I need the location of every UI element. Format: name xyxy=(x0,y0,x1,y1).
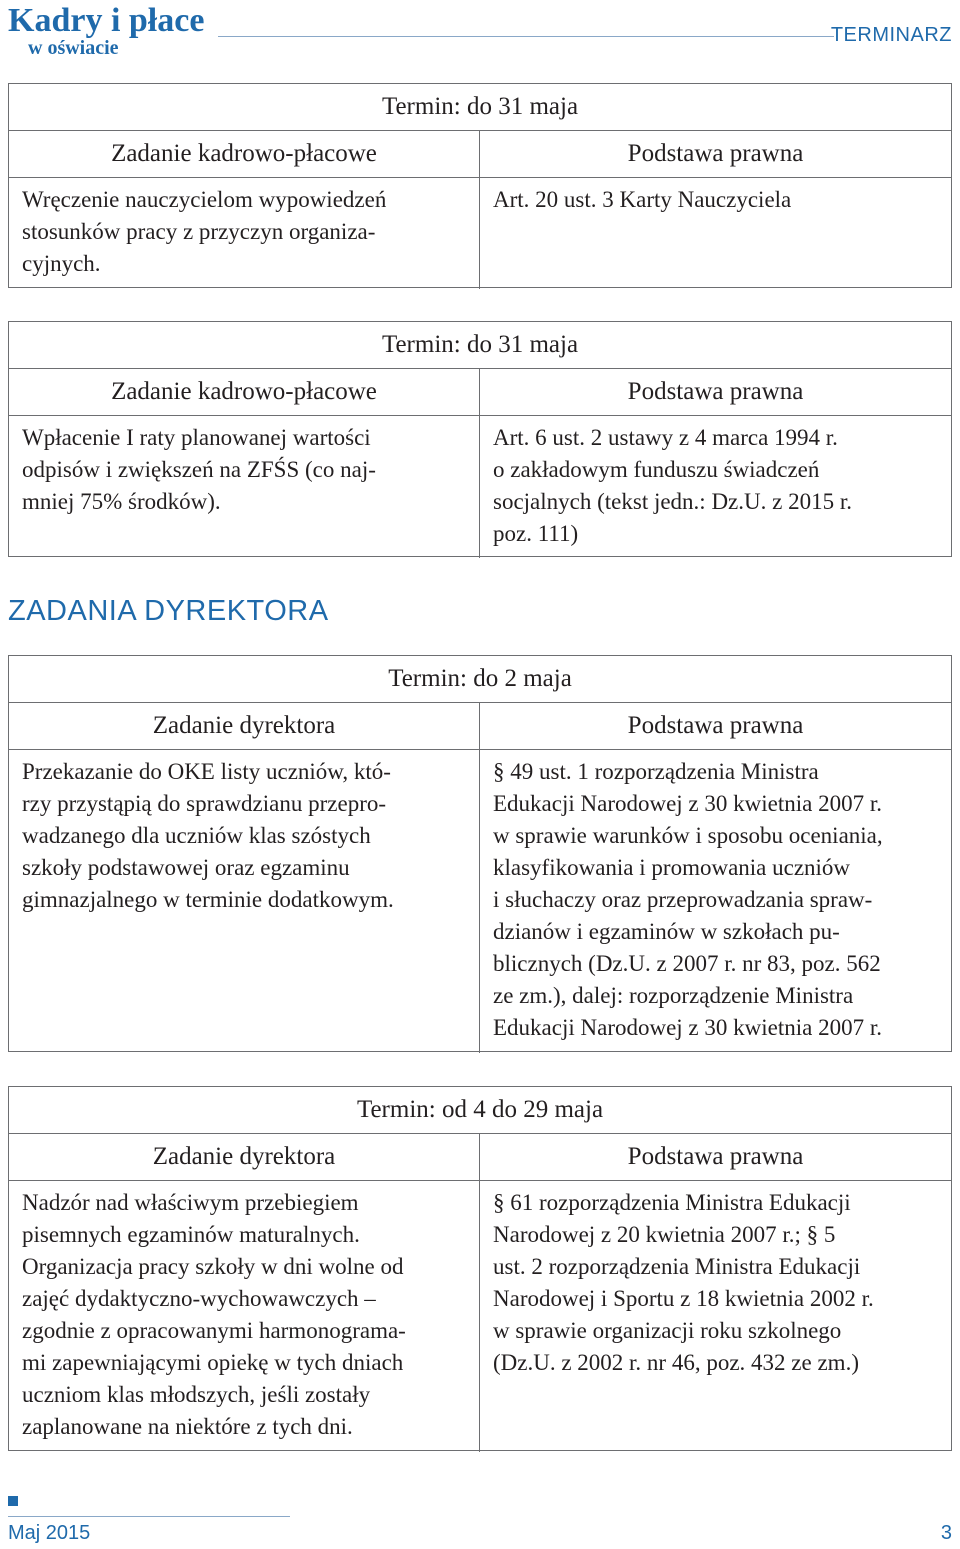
section-label: TERMINARZ xyxy=(830,24,952,46)
term-heading: Termin: do 2 maja xyxy=(9,656,951,703)
page-header xyxy=(0,0,960,70)
task-description: Wręczenie nauczycielom wypowiedzeń stosunków pracy z przyczyn organiza- cyjnych. xyxy=(9,178,480,289)
table-header-row xyxy=(9,1134,951,1181)
legal-basis-text: § 49 ust. 1 rozporządzenia Ministra Edukacji Narodowej z 30 kwietnia 2007 r. w sprawie warunków i sposobu oceniania, klasyfikowania i promowania uczniów i słuchaczy oraz przeprowadzania spraw- dzianów i egzaminów w szkołach pu- blicznych (Dz.U. z 2007 r. nr 83, poz. 562 ze zm.), dalej: rozporządzenie Ministra Edukacji Narodowej z 30 kwietnia 2007 r. xyxy=(493,759,883,1040)
brand-title: Kadry i płace xyxy=(8,2,205,39)
legal-basis-text: Art. 20 ust. 3 Karty Nauczyciela xyxy=(493,187,792,212)
brand-subtitle: w oświacie xyxy=(28,37,119,59)
legal-basis-text: § 61 rozporządzenia Ministra Edukacji Narodowej z 20 kwietnia 2007 r.; § 5 ust. 2 rozporządzenia Ministra Edukacji Narodowej i Sportu z 18 kwietnia 2002 r. w sprawie organizacji roku szkolnego (Dz.U. z 2002 r. nr 46, poz. 432 ze zm.) xyxy=(493,1190,874,1375)
section-heading: ZADANIA DYREKTORA xyxy=(8,595,329,627)
task-column-header: Zadanie kadrowo-płacowe xyxy=(9,131,480,177)
task-description: Wpłacenie I raty planowanej wartości odpisów i zwiększeń na ZFŚS (co naj- mniej 75% środków). xyxy=(9,416,480,558)
legal-basis-text: Art. 6 ust. 2 ustawy z 4 marca 1994 r. o zakładowym funduszu świadczeń socjalnych (tekst jedn.: Dz.U. z 2015 r. poz. 111) xyxy=(493,425,852,546)
footer-marker-square xyxy=(8,1496,18,1506)
footer-issue-date: Maj 2015 xyxy=(8,1522,91,1544)
task-column-header: Zadanie kadrowo-płacowe xyxy=(9,369,480,415)
task-description: Nadzór nad właściwym przebiegiem pisemnych egzaminów maturalnych. Organizacja pracy szkoły w dni wolne od zajęć dydaktyczno-wychowawczych – zgodnie z opracowanymi harmonograma- mi zapewniającymi opiekę w tych dniach uczniom klas młodszych, jeśli zostały zaplanowane na niektóre z tych dni. xyxy=(9,1181,480,1452)
table-row xyxy=(9,750,951,1053)
term-heading: Termin: od 4 do 29 maja xyxy=(9,1087,951,1134)
task-description: Przekazanie do OKE listy uczniów, któ- rzy przystąpią do sprawdzianu przepro- wadzanego dla uczniów klas szóstych szkoły podstawowej oraz egzaminu gimnazjalnego w terminie dodatkowym. xyxy=(9,750,480,1053)
table-row xyxy=(9,1181,951,1452)
schedule-table xyxy=(8,321,952,557)
schedule-table xyxy=(8,1086,952,1451)
schedule-table xyxy=(8,83,952,288)
task-column-header: Zadanie dyrektora xyxy=(9,1134,480,1180)
table-header-row xyxy=(9,131,951,178)
term-heading: Termin: do 31 maja xyxy=(9,84,951,131)
legal-basis-column-header: Podstawa prawna xyxy=(627,1143,804,1170)
page-number: 3 xyxy=(940,1522,952,1544)
table-header-row xyxy=(9,369,951,416)
schedule-table xyxy=(8,655,952,1052)
table-row xyxy=(9,416,951,558)
table-header-row xyxy=(9,703,951,750)
legal-basis-column-header: Podstawa prawna xyxy=(627,712,804,739)
header-divider xyxy=(218,36,834,37)
footer-divider xyxy=(8,1516,290,1517)
table-row xyxy=(9,178,951,289)
legal-basis-column-header: Podstawa prawna xyxy=(627,140,804,167)
legal-basis-column-header: Podstawa prawna xyxy=(627,378,804,405)
task-column-header: Zadanie dyrektora xyxy=(9,703,480,749)
term-heading: Termin: do 31 maja xyxy=(9,322,951,369)
